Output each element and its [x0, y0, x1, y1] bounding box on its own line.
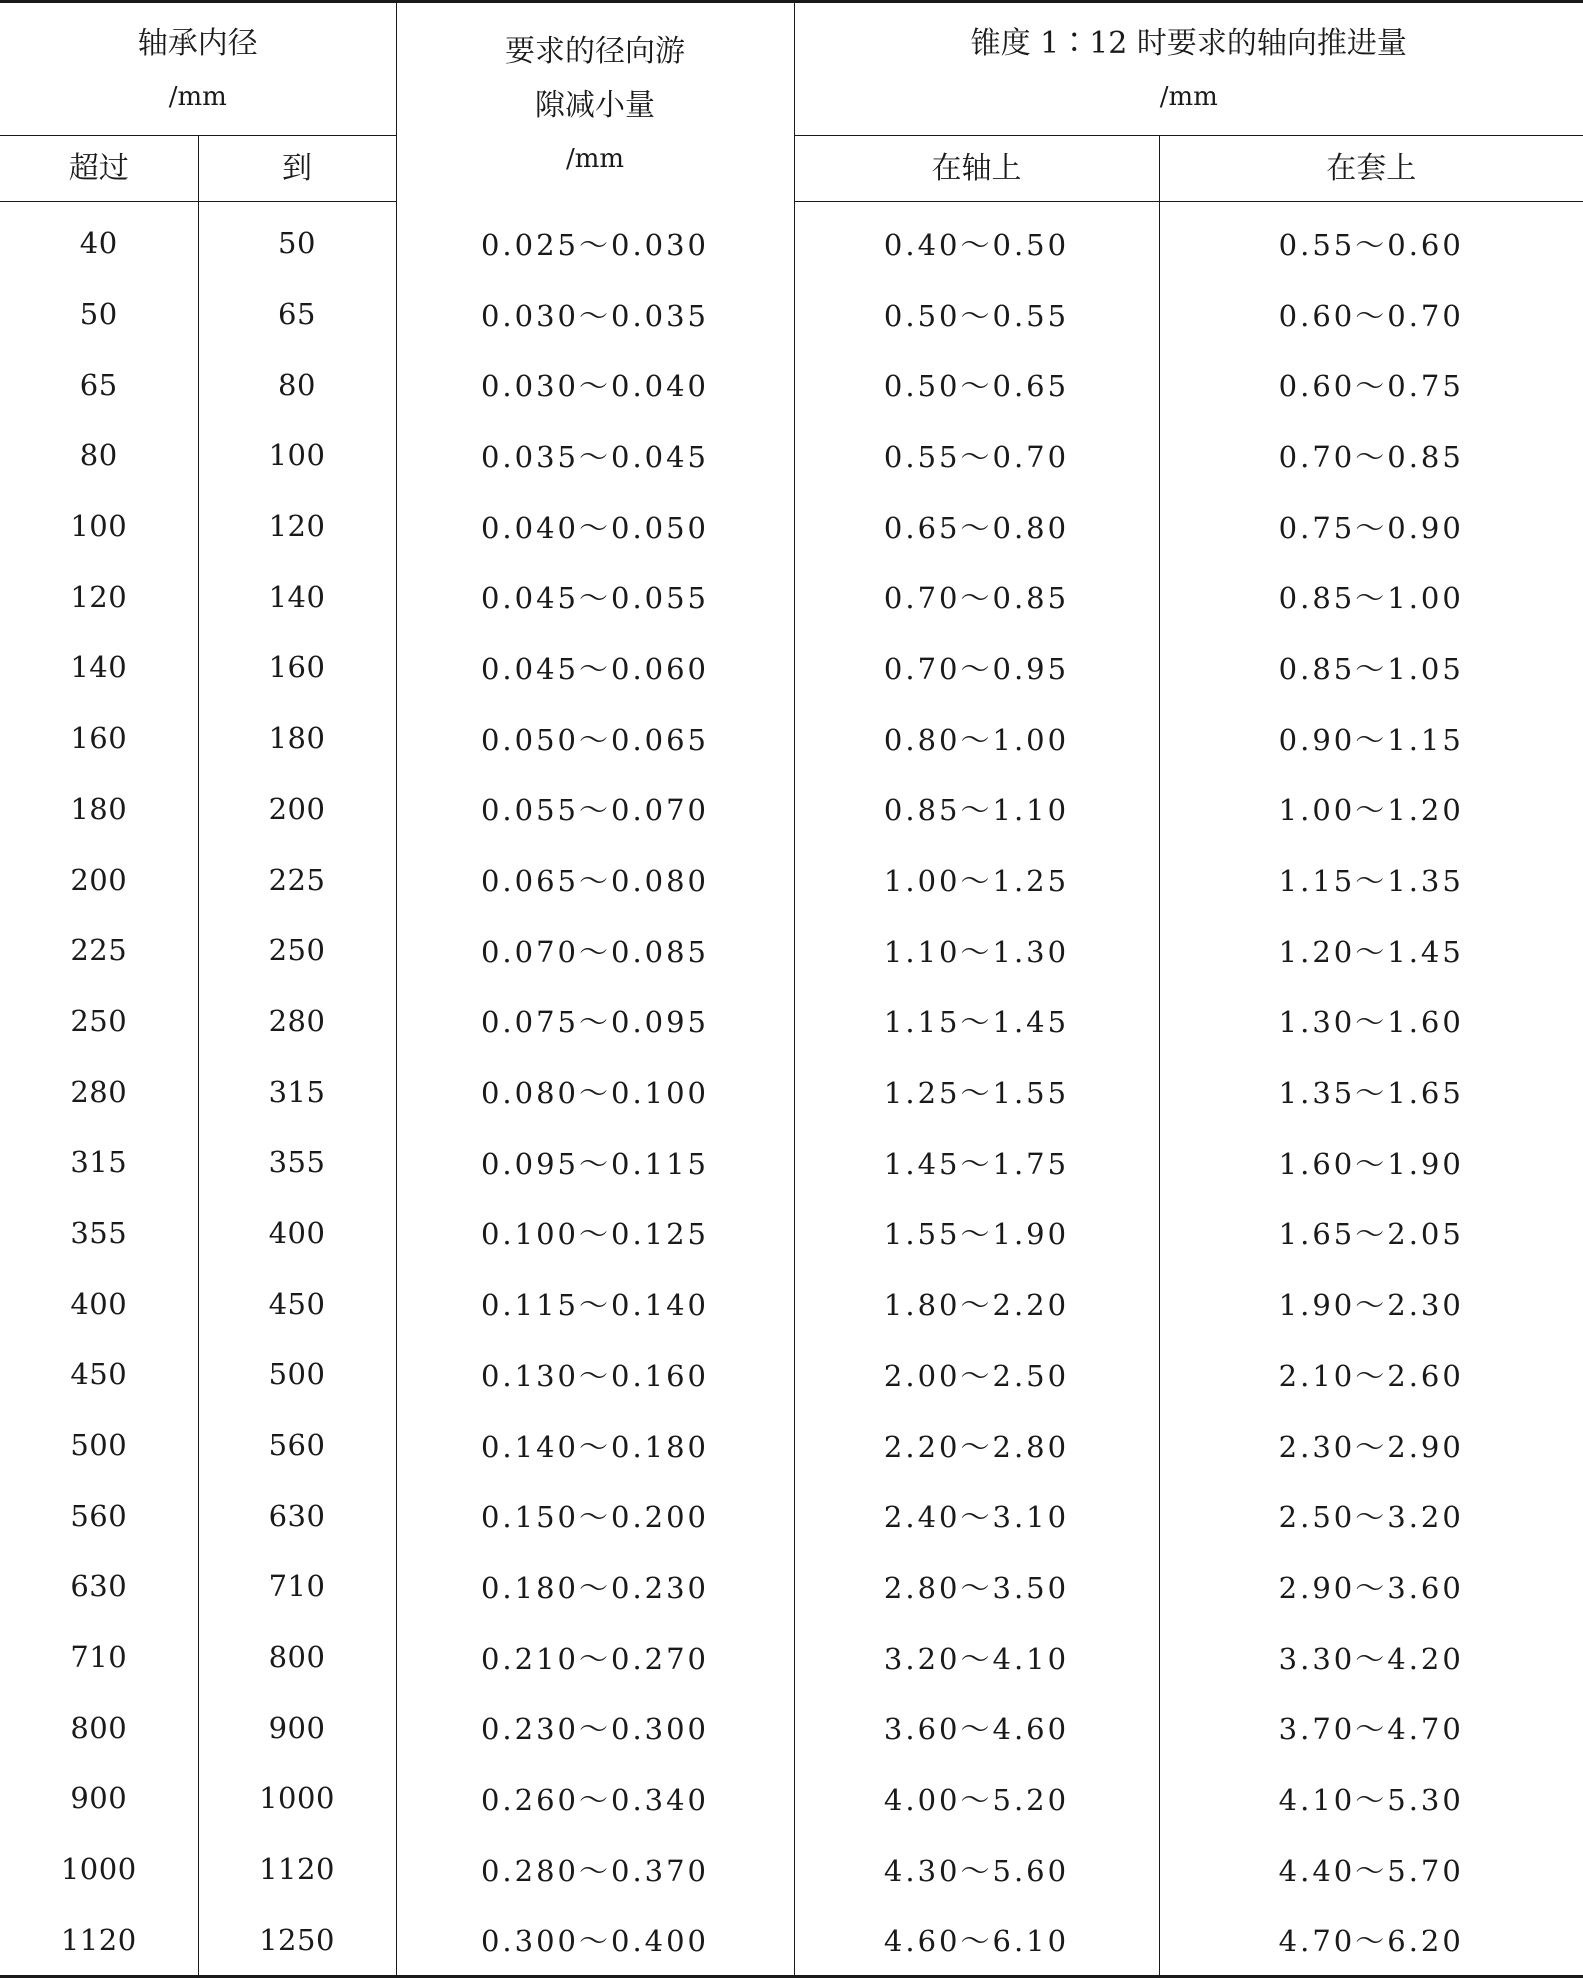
table-row — [0, 915, 1583, 986]
cell-push-on-shaft: 3.60～4.60 — [794, 1692, 1159, 1763]
cell-bore-over: 140 — [0, 632, 198, 703]
header-clearance-unit: /mm — [397, 133, 794, 185]
cell-bore-to: 450 — [198, 1268, 396, 1339]
cell-push-on-shaft: 2.00～2.50 — [794, 1339, 1159, 1410]
cell-bore-over: 1000 — [0, 1834, 198, 1905]
cell-bore-to: 630 — [198, 1480, 396, 1551]
cell-bore-to: 1120 — [198, 1834, 396, 1905]
cell-push-on-shaft: 1.55～1.90 — [794, 1198, 1159, 1269]
cell-clearance-reduction: 0.030～0.035 — [396, 279, 794, 350]
cell-clearance-reduction: 0.230～0.300 — [396, 1692, 794, 1763]
cell-bore-to: 280 — [198, 986, 396, 1057]
table-row — [0, 1551, 1583, 1622]
cell-clearance-reduction: 0.140～0.180 — [396, 1410, 794, 1481]
table-row — [0, 1268, 1583, 1339]
cell-bore-over: 800 — [0, 1692, 198, 1763]
cell-bore-to: 100 — [198, 420, 396, 491]
cell-push-on-sleeve: 4.70～6.20 — [1159, 1905, 1583, 1977]
cell-bore-over: 1120 — [0, 1905, 198, 1977]
table-row — [0, 1763, 1583, 1834]
cell-push-on-sleeve: 4.10～5.30 — [1159, 1763, 1583, 1834]
cell-bore-over: 80 — [0, 420, 198, 491]
cell-push-on-shaft: 4.30～5.60 — [794, 1834, 1159, 1905]
header-on-sleeve: 在套上 — [1159, 136, 1583, 202]
table-row — [0, 1056, 1583, 1127]
cell-bore-over: 180 — [0, 774, 198, 845]
cell-push-on-shaft: 1.15～1.45 — [794, 986, 1159, 1057]
table-row — [0, 1127, 1583, 1198]
cell-push-on-sleeve: 1.90～2.30 — [1159, 1268, 1583, 1339]
cell-bore-over: 315 — [0, 1127, 198, 1198]
cell-push-on-sleeve: 1.35～1.65 — [1159, 1056, 1583, 1127]
table-row — [0, 491, 1583, 562]
table-row — [0, 349, 1583, 420]
cell-clearance-reduction: 0.150～0.200 — [396, 1480, 794, 1551]
cell-clearance-reduction: 0.080～0.100 — [396, 1056, 794, 1127]
cell-bore-to: 140 — [198, 561, 396, 632]
cell-push-on-sleeve: 3.30～4.20 — [1159, 1622, 1583, 1693]
header-bore — [0, 2, 396, 136]
cell-push-on-shaft: 0.55～0.70 — [794, 420, 1159, 491]
cell-push-on-sleeve: 1.15～1.35 — [1159, 844, 1583, 915]
cell-clearance-reduction: 0.025～0.030 — [396, 202, 794, 279]
cell-clearance-reduction: 0.065～0.080 — [396, 844, 794, 915]
cell-bore-over: 900 — [0, 1763, 198, 1834]
table-row — [0, 1410, 1583, 1481]
cell-bore-to: 355 — [198, 1127, 396, 1198]
cell-bore-to: 1000 — [198, 1763, 396, 1834]
cell-bore-to: 900 — [198, 1692, 396, 1763]
cell-push-on-shaft: 0.50～0.65 — [794, 349, 1159, 420]
cell-push-on-sleeve: 0.55～0.60 — [1159, 202, 1583, 279]
table-row — [0, 986, 1583, 1057]
table-body — [0, 202, 1583, 1977]
cell-bore-over: 200 — [0, 844, 198, 915]
header-bore-label: 轴承内径 — [138, 26, 258, 61]
table-row — [0, 279, 1583, 350]
cell-push-on-shaft: 1.45～1.75 — [794, 1127, 1159, 1198]
cell-bore-over: 120 — [0, 561, 198, 632]
table-row — [0, 703, 1583, 774]
cell-push-on-shaft: 3.20～4.10 — [794, 1622, 1159, 1693]
header-clearance-line1: 要求的径向游 — [397, 25, 794, 79]
header-to: 到 — [198, 136, 396, 202]
cell-bore-to: 225 — [198, 844, 396, 915]
cell-bore-over: 630 — [0, 1551, 198, 1622]
table-row — [0, 420, 1583, 491]
cell-bore-over: 160 — [0, 703, 198, 774]
table-row — [0, 1198, 1583, 1269]
cell-bore-over: 450 — [0, 1339, 198, 1410]
cell-bore-over: 225 — [0, 915, 198, 986]
table-row — [0, 1692, 1583, 1763]
table-row — [0, 1339, 1583, 1410]
cell-push-on-sleeve: 0.70～0.85 — [1159, 420, 1583, 491]
header-clearance-reduction — [396, 2, 794, 202]
cell-push-on-sleeve: 3.70～4.70 — [1159, 1692, 1583, 1763]
table-header — [0, 2, 1583, 202]
header-over: 超过 — [0, 136, 198, 202]
cell-bore-over: 100 — [0, 491, 198, 562]
cell-push-on-sleeve: 1.60～1.90 — [1159, 1127, 1583, 1198]
cell-push-on-sleeve: 2.50～3.20 — [1159, 1480, 1583, 1551]
cell-clearance-reduction: 0.095～0.115 — [396, 1127, 794, 1198]
cell-bore-over: 250 — [0, 986, 198, 1057]
cell-bore-to: 1250 — [198, 1905, 396, 1977]
cell-bore-over: 65 — [0, 349, 198, 420]
cell-bore-over: 560 — [0, 1480, 198, 1551]
cell-push-on-shaft: 0.65～0.80 — [794, 491, 1159, 562]
table-row — [0, 1622, 1583, 1693]
cell-clearance-reduction: 0.100～0.125 — [396, 1198, 794, 1269]
cell-bore-to: 400 — [198, 1198, 396, 1269]
cell-bore-to: 560 — [198, 1410, 396, 1481]
cell-push-on-sleeve: 1.00～1.20 — [1159, 774, 1583, 845]
cell-bore-over: 50 — [0, 279, 198, 350]
cell-bore-over: 500 — [0, 1410, 198, 1481]
cell-bore-to: 65 — [198, 279, 396, 350]
cell-clearance-reduction: 0.035～0.045 — [396, 420, 794, 491]
cell-push-on-sleeve: 1.65～2.05 — [1159, 1198, 1583, 1269]
cell-clearance-reduction: 0.260～0.340 — [396, 1763, 794, 1834]
cell-clearance-reduction: 0.045～0.060 — [396, 632, 794, 703]
cell-bore-to: 80 — [198, 349, 396, 420]
cell-clearance-reduction: 0.055～0.070 — [396, 774, 794, 845]
cell-push-on-sleeve: 0.90～1.15 — [1159, 703, 1583, 774]
cell-bore-to: 710 — [198, 1551, 396, 1622]
cell-push-on-shaft: 0.85～1.10 — [794, 774, 1159, 845]
cell-clearance-reduction: 0.300～0.400 — [396, 1905, 794, 1977]
table-row — [0, 1480, 1583, 1551]
cell-clearance-reduction: 0.050～0.065 — [396, 703, 794, 774]
cell-push-on-sleeve: 2.90～3.60 — [1159, 1551, 1583, 1622]
cell-clearance-reduction: 0.045～0.055 — [396, 561, 794, 632]
cell-push-on-shaft: 0.80～1.00 — [794, 703, 1159, 774]
cell-push-on-shaft: 4.00～5.20 — [794, 1763, 1159, 1834]
table-row — [0, 561, 1583, 632]
cell-bore-over: 710 — [0, 1622, 198, 1693]
header-on-shaft: 在轴上 — [794, 136, 1159, 202]
cell-bore-to: 160 — [198, 632, 396, 703]
table-row — [0, 202, 1583, 279]
cell-push-on-shaft: 1.10～1.30 — [794, 915, 1159, 986]
cell-push-on-shaft: 0.40～0.50 — [794, 202, 1159, 279]
table-row — [0, 844, 1583, 915]
cell-push-on-shaft: 2.20～2.80 — [794, 1410, 1159, 1481]
cell-push-on-sleeve: 0.60～0.75 — [1159, 349, 1583, 420]
cell-push-on-sleeve: 2.30～2.90 — [1159, 1410, 1583, 1481]
cell-bore-over: 40 — [0, 202, 198, 279]
cell-clearance-reduction: 0.070～0.085 — [396, 915, 794, 986]
cell-bore-to: 250 — [198, 915, 396, 986]
cell-push-on-shaft: 2.80～3.50 — [794, 1551, 1159, 1622]
cell-clearance-reduction: 0.210～0.270 — [396, 1622, 794, 1693]
cell-push-on-shaft: 4.60～6.10 — [794, 1905, 1159, 1977]
cell-clearance-reduction: 0.180～0.230 — [396, 1551, 794, 1622]
cell-bore-to: 315 — [198, 1056, 396, 1127]
cell-push-on-shaft: 0.70～0.95 — [794, 632, 1159, 703]
cell-clearance-reduction: 0.280～0.370 — [396, 1834, 794, 1905]
cell-bore-to: 180 — [198, 703, 396, 774]
cell-clearance-reduction: 0.030～0.040 — [396, 349, 794, 420]
cell-bore-to: 50 — [198, 202, 396, 279]
cell-bore-to: 200 — [198, 774, 396, 845]
cell-push-on-sleeve: 0.85～1.05 — [1159, 632, 1583, 703]
table-row — [0, 632, 1583, 703]
cell-push-on-shaft: 1.25～1.55 — [794, 1056, 1159, 1127]
cell-push-on-sleeve: 1.30～1.60 — [1159, 986, 1583, 1057]
header-bore-unit: /mm — [0, 71, 396, 123]
cell-push-on-sleeve: 1.20～1.45 — [1159, 915, 1583, 986]
table-row — [0, 1834, 1583, 1905]
cell-clearance-reduction: 0.130～0.160 — [396, 1339, 794, 1410]
cell-push-on-shaft: 0.50～0.55 — [794, 279, 1159, 350]
cell-push-on-sleeve: 2.10～2.60 — [1159, 1339, 1583, 1410]
header-axial-push — [794, 2, 1583, 136]
cell-clearance-reduction: 0.115～0.140 — [396, 1268, 794, 1339]
cell-push-on-sleeve: 0.85～1.00 — [1159, 561, 1583, 632]
cell-push-on-sleeve: 4.40～5.70 — [1159, 1834, 1583, 1905]
cell-push-on-shaft: 1.80～2.20 — [794, 1268, 1159, 1339]
cell-bore-to: 800 — [198, 1622, 396, 1693]
cell-clearance-reduction: 0.075～0.095 — [396, 986, 794, 1057]
cell-clearance-reduction: 0.040～0.050 — [396, 491, 794, 562]
cell-push-on-sleeve: 0.75～0.90 — [1159, 491, 1583, 562]
cell-push-on-shaft: 1.00～1.25 — [794, 844, 1159, 915]
cell-bore-to: 120 — [198, 491, 396, 562]
header-clearance-line2: 隙减小量 — [397, 79, 794, 133]
header-push-unit: /mm — [795, 71, 1583, 123]
cell-push-on-sleeve: 0.60～0.70 — [1159, 279, 1583, 350]
header-push-label: 锥度 1∶12 时要求的轴向推进量 — [971, 26, 1407, 61]
cell-bore-to: 500 — [198, 1339, 396, 1410]
table-row — [0, 1905, 1583, 1977]
cell-push-on-shaft: 0.70～0.85 — [794, 561, 1159, 632]
cell-bore-over: 355 — [0, 1198, 198, 1269]
cell-bore-over: 280 — [0, 1056, 198, 1127]
cell-bore-over: 400 — [0, 1268, 198, 1339]
table-row — [0, 774, 1583, 845]
cell-push-on-shaft: 2.40～3.10 — [794, 1480, 1159, 1551]
